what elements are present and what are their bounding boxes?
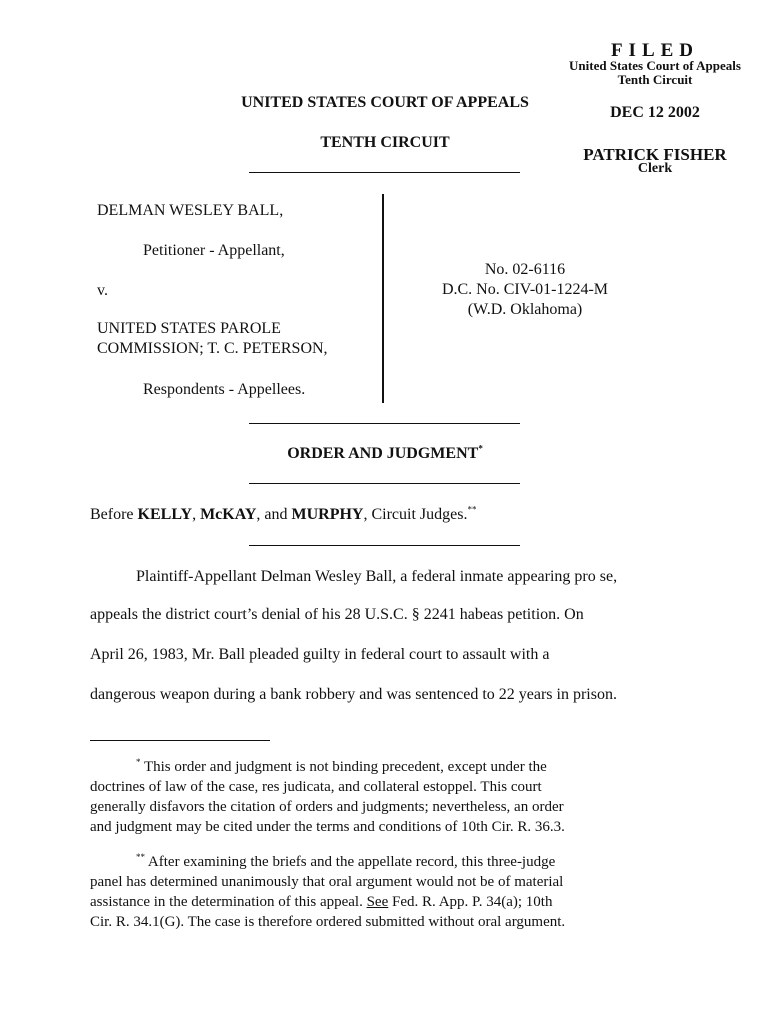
case-number: No. 02-6116 [484, 261, 566, 278]
header-rule [249, 172, 520, 173]
body-line-1: Plaintiff-Appellant Delman Wesley Ball, a federal inmate appearing pro se, [136, 568, 618, 585]
panel-line [90, 506, 476, 524]
panel-sep-1: , [192, 506, 201, 523]
filed-stamp-word: FILED [610, 40, 700, 61]
order-rule [249, 483, 520, 484]
order-title [200, 445, 570, 463]
footnote-2-see-signal: See [366, 894, 389, 910]
filed-stamp-clerk-title: Clerk [637, 161, 673, 176]
footnote-1-line-1: This order and judgment is not binding precedent, except under the [140, 759, 547, 775]
footnote-1-line-3: generally disfavors the citation of orders and judgments; nevertheless, an order [90, 799, 564, 815]
respondent-line-2: COMMISSION; T. C. PETERSON, [97, 340, 328, 357]
panel-sep-2: , and [256, 506, 292, 523]
judge-murphy: MURPHY [291, 506, 364, 523]
respondent-line-1: UNITED STATES PAROLE [97, 320, 281, 337]
footnote-1-marker: * [136, 757, 141, 767]
footnote-2 [90, 852, 670, 932]
panel-prefix: Before [90, 506, 138, 523]
filed-stamp-clerk-name: PATRICK FISHER [583, 145, 727, 164]
filed-stamp-circuit: Tenth Circuit [617, 72, 693, 87]
order-title-footnote-marker: * [478, 443, 483, 454]
filed-stamp-date: DEC 12 2002 [610, 104, 700, 121]
body-line-4: dangerous weapon during a bank robbery and was sentenced to 22 years in prison. [90, 686, 617, 703]
court-circuit: TENTH CIRCUIT [320, 134, 450, 151]
panel-suffix: , Circuit Judges. [363, 506, 468, 523]
footnote-1-line-4: and judgment may be cited under the terms and conditions of 10th Cir. R. 36.3. [90, 819, 565, 835]
caption-rule [249, 423, 520, 424]
panel-rule [249, 545, 520, 546]
judge-mckay: McKAY [200, 506, 257, 523]
footnote-2-line-2: panel has determined unanimously that oral argument would not be of material [90, 874, 564, 890]
footnote-1-line-2: doctrines of law of the case, res judicata, and collateral estoppel. This court [90, 779, 542, 795]
footnote-2-line-3a: assistance in the determination of this appeal. [90, 894, 367, 910]
district-case-number: D.C. No. CIV-01-1224-M [441, 281, 609, 298]
order-title-text: ORDER AND JUDGMENT [287, 445, 479, 462]
petitioner-name: DELMAN WESLEY BALL, [97, 202, 284, 219]
panel-footnote-marker: ** [467, 504, 477, 515]
court-name: UNITED STATES COURT OF APPEALS [241, 94, 529, 111]
body-line-3: April 26, 1983, Mr. Ball pleaded guilty in federal court to assault with a [90, 646, 550, 663]
footnote-rule [90, 740, 270, 741]
footnote-2-line-3 [90, 892, 670, 912]
district-court: (W.D. Oklahoma) [467, 301, 583, 318]
versus: v. [97, 282, 108, 299]
caption-divider [382, 194, 384, 403]
footnote-2-line-4: Cir. R. 34.1(G). The case is therefore ordered submitted without oral argument. [90, 914, 566, 930]
footnote-1 [90, 757, 670, 837]
judge-kelly: KELLY [137, 506, 193, 523]
footnote-2-marker: ** [136, 852, 145, 862]
footnote-2-line-3b: Fed. R. App. P. 34(a); 10th [388, 894, 553, 910]
body-line-2: appeals the district court’s denial of his 28 U.S.C. § 2241 habeas petition. On [90, 606, 584, 623]
footnote-2-line-1: After examining the briefs and the appellate record, this three-judge [145, 854, 556, 870]
respondent-role: Respondents - Appellees. [143, 381, 306, 398]
petitioner-role: Petitioner - Appellant, [143, 242, 285, 259]
filed-stamp-court: United States Court of Appeals [569, 58, 741, 73]
